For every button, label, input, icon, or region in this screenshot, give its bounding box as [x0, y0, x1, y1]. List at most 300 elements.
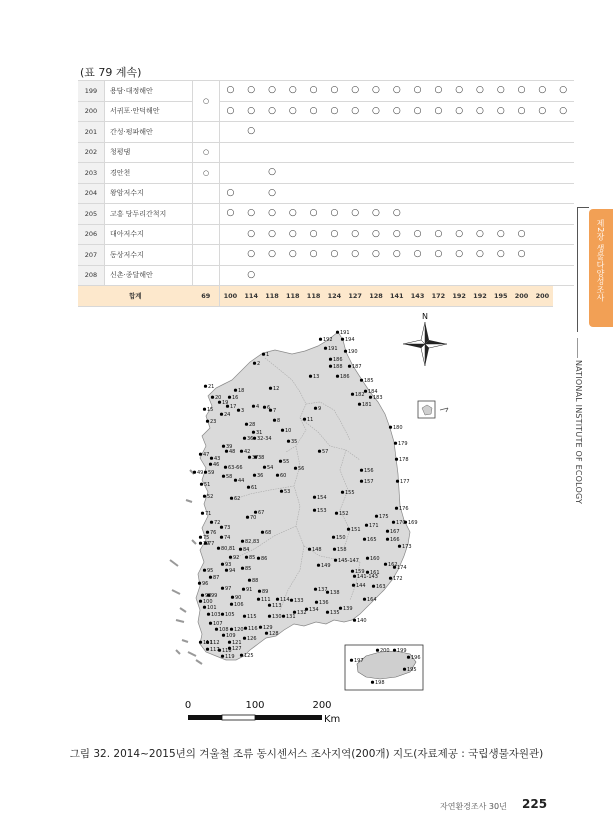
survey-mark: ○	[262, 224, 283, 245]
site-label: 17	[230, 404, 237, 410]
site-marker	[329, 365, 332, 368]
site-label: 136	[319, 600, 329, 606]
survey-mark: ○	[490, 224, 511, 245]
survey-mark: ○	[324, 224, 345, 245]
site-label: 190	[348, 349, 358, 355]
compass-north-label: N	[422, 312, 428, 321]
site-marker	[393, 649, 396, 652]
site-marker	[351, 393, 354, 396]
site-marker	[204, 385, 207, 388]
survey-mark: ○	[262, 163, 283, 184]
site-label: 36	[257, 473, 264, 479]
site-label: 180	[393, 425, 403, 431]
site-label: 174	[397, 565, 407, 571]
site-marker	[228, 396, 231, 399]
site-marker	[220, 413, 223, 416]
site-marker	[244, 627, 247, 630]
institute-label: NATIONAL INSTITUTE OF ECOLOGY	[574, 360, 583, 505]
site-label: 20	[215, 395, 222, 401]
site-label: 170	[396, 520, 406, 526]
site-label: 92	[233, 555, 240, 561]
survey-mark: ○	[532, 81, 553, 102]
survey-mark: ○	[303, 204, 324, 225]
survey-mark: ○	[324, 204, 345, 225]
site-label: 13	[313, 374, 320, 380]
site-label: 108	[219, 627, 229, 633]
survey-mark: ○	[262, 81, 283, 102]
site-label: 85	[249, 555, 256, 561]
site-label: 87	[213, 575, 220, 581]
survey-mark: ○	[303, 245, 324, 266]
site-name: 왕암저수지	[105, 183, 193, 204]
site-label: 175	[379, 514, 389, 520]
site-label: 177	[400, 479, 410, 485]
survey-mark: ○	[241, 101, 262, 122]
site-label: 120	[234, 627, 244, 633]
site-label: 115	[247, 614, 257, 620]
site-label: 39	[226, 444, 233, 450]
survey-mark: ○	[193, 163, 220, 184]
survey-mark: ○	[449, 101, 470, 122]
survey-mark: ○	[241, 122, 262, 143]
site-label: 51	[204, 482, 211, 488]
site-marker	[239, 548, 242, 551]
site-marker	[234, 479, 237, 482]
total-value: 118	[282, 286, 303, 307]
site-label: 117	[210, 647, 220, 653]
site-label: 167	[390, 529, 400, 535]
site-label: 63-66	[228, 465, 243, 471]
site-marker	[206, 531, 209, 534]
site-label: 61	[251, 485, 258, 491]
site-label: 129	[263, 625, 273, 631]
site-marker	[313, 496, 316, 499]
site-label: 181	[362, 402, 372, 408]
survey-mark: ○	[303, 224, 324, 245]
site-label: 59	[208, 470, 215, 476]
site-label: 197	[354, 658, 364, 664]
scale-tick-100: 100	[245, 700, 265, 711]
site-marker	[303, 418, 306, 421]
survey-mark: ○	[220, 101, 241, 122]
survey-mark: ○	[490, 81, 511, 102]
site-label: 43	[214, 456, 221, 462]
site-label: 80,81	[221, 546, 236, 552]
survey-mark: ○	[407, 224, 428, 245]
site-label: 68	[265, 530, 272, 536]
survey-mark: ○	[220, 204, 241, 225]
site-label: 169	[408, 520, 418, 526]
survey-mark: ○	[470, 81, 491, 102]
site-label: 186	[340, 374, 350, 380]
site-marker	[245, 556, 248, 559]
site-label: 86	[261, 556, 268, 562]
site-marker	[287, 440, 290, 443]
site-marker	[234, 389, 237, 392]
site-marker	[314, 407, 317, 410]
total-value: 200	[511, 286, 532, 307]
site-marker	[363, 598, 366, 601]
site-marker	[358, 403, 361, 406]
survey-mark: ○	[470, 101, 491, 122]
survey-mark: ○	[407, 81, 428, 102]
site-marker	[319, 338, 322, 341]
site-label: 137	[318, 587, 328, 593]
site-marker	[252, 405, 255, 408]
site-marker	[348, 365, 351, 368]
survey-mark: ○	[262, 183, 283, 204]
site-name: 대아저수지	[105, 224, 193, 245]
survey-mark: ○	[324, 245, 345, 266]
survey-mark: ○	[407, 245, 428, 266]
site-label: 187	[352, 364, 362, 370]
site-label: 145-147	[338, 558, 359, 564]
site-marker	[389, 426, 392, 429]
site-label: 200	[380, 648, 390, 654]
site-label: 60	[280, 473, 287, 479]
site-label: 171	[369, 523, 379, 529]
site-label: 16	[232, 395, 239, 401]
scale-tick-0: 0	[184, 700, 192, 711]
site-number: 205	[78, 204, 105, 225]
site-marker	[336, 331, 339, 334]
site-label: 46	[213, 462, 220, 468]
survey-mark: ○	[490, 245, 511, 266]
site-marker	[246, 516, 249, 519]
site-number: 203	[78, 163, 105, 184]
survey-mark: ○	[366, 224, 387, 245]
site-marker	[257, 557, 260, 560]
survey-mark: ○	[553, 81, 574, 102]
site-marker	[207, 613, 210, 616]
site-label: 47	[203, 452, 210, 458]
site-label: 19	[222, 400, 229, 406]
site-label: 90	[235, 595, 242, 601]
site-marker	[217, 547, 220, 550]
site-marker	[389, 577, 392, 580]
site-marker	[209, 622, 212, 625]
site-marker	[269, 387, 272, 390]
total-value: 143	[407, 286, 428, 307]
survey-mark: ○	[262, 101, 283, 122]
site-marker	[351, 570, 354, 573]
site-label: 191	[328, 346, 338, 352]
survey-mark: ○	[282, 101, 303, 122]
site-label: 128	[269, 631, 279, 637]
site-marker	[218, 401, 221, 404]
site-marker	[396, 480, 399, 483]
site-marker	[360, 379, 363, 382]
site-label: 75	[203, 535, 210, 541]
site-label: 23	[210, 419, 217, 425]
site-marker	[253, 362, 256, 365]
site-label: 58	[226, 474, 233, 480]
site-label: 82,83	[245, 539, 260, 545]
survey-mark: ○	[449, 81, 470, 102]
site-marker	[221, 613, 224, 616]
total-value: 114	[241, 286, 262, 307]
site-marker	[241, 567, 244, 570]
site-marker	[336, 375, 339, 378]
site-label: 139	[343, 606, 353, 612]
site-marker	[242, 588, 245, 591]
site-marker	[318, 450, 321, 453]
site-label: 116	[248, 626, 258, 632]
site-name: 용담·대정해안	[105, 81, 193, 102]
site-number: 199	[78, 81, 105, 102]
site-label: 31	[256, 430, 263, 436]
total-value: 100	[220, 286, 241, 307]
site-marker	[199, 453, 202, 456]
site-marker	[332, 536, 335, 539]
site-marker	[199, 542, 202, 545]
site-marker	[365, 524, 368, 527]
site-marker	[276, 598, 279, 601]
survey-mark: ○	[282, 81, 303, 102]
survey-mark: ○	[490, 101, 511, 122]
site-marker	[230, 628, 233, 631]
site-label: 100	[203, 599, 213, 605]
site-marker	[369, 396, 372, 399]
site-marker	[203, 606, 206, 609]
site-marker	[375, 515, 378, 518]
site-marker	[335, 512, 338, 515]
site-label: 77	[208, 541, 215, 547]
site-label: 160	[370, 556, 380, 562]
site-label: 74	[224, 535, 231, 541]
site-marker	[352, 584, 355, 587]
site-label: 93	[225, 562, 232, 568]
site-label: 95	[207, 568, 214, 574]
site-marker	[230, 603, 233, 606]
site-marker	[253, 437, 256, 440]
site-label: 4	[256, 404, 260, 410]
site-number: 204	[78, 183, 105, 204]
site-marker	[209, 576, 212, 579]
survey-mark: ○	[324, 81, 345, 102]
site-marker	[353, 575, 356, 578]
survey-mark: ○	[345, 224, 366, 245]
site-marker	[407, 656, 410, 659]
survey-mark: ○	[345, 245, 366, 266]
site-marker	[353, 619, 356, 622]
site-label: 10	[285, 428, 292, 434]
site-marker	[259, 626, 262, 629]
site-label: 44	[238, 478, 245, 484]
site-label: 157	[364, 479, 374, 485]
site-label: 72	[214, 520, 221, 526]
survey-mark: ○	[241, 204, 262, 225]
survey-mark: ○	[193, 142, 220, 163]
site-number: 207	[78, 245, 105, 266]
site-marker	[243, 437, 246, 440]
site-marker	[215, 628, 218, 631]
site-label: 7	[273, 408, 277, 414]
site-marker	[209, 463, 212, 466]
survey-mark: ○	[428, 224, 449, 245]
site-marker	[203, 495, 206, 498]
site-marker	[225, 569, 228, 572]
site-label: 119	[225, 654, 235, 660]
survey-mark: ○	[428, 101, 449, 122]
site-label: 149	[321, 563, 331, 569]
survey-mark: ○	[428, 245, 449, 266]
site-label: 114	[280, 597, 290, 603]
site-label: 94	[229, 568, 236, 574]
site-number: 208	[78, 265, 105, 286]
site-marker	[206, 420, 209, 423]
site-label: 9	[318, 406, 322, 412]
site-label: 88	[252, 578, 259, 584]
site-marker	[248, 579, 251, 582]
site-label: 15	[207, 407, 214, 413]
site-label: 191	[340, 330, 350, 336]
site-label: 144	[356, 583, 366, 589]
site-marker	[210, 457, 213, 460]
site-marker	[376, 649, 379, 652]
site-marker	[257, 598, 260, 601]
total-value: 192	[470, 286, 491, 307]
site-label: 48	[229, 449, 236, 455]
survey-mark: ○	[449, 224, 470, 245]
site-label: 131	[286, 614, 296, 620]
site-label: 70	[250, 515, 257, 521]
site-marker	[372, 585, 375, 588]
site-marker	[203, 569, 206, 572]
site-label: 126	[247, 636, 257, 642]
site-marker	[199, 536, 202, 539]
site-label: 35	[291, 439, 298, 445]
site-label: 165	[367, 537, 377, 543]
site-marker	[201, 512, 204, 515]
site-marker	[237, 409, 240, 412]
site-label: 57	[322, 449, 329, 455]
survey-mark: ○	[345, 81, 366, 102]
survey-mark: ○	[407, 101, 428, 122]
site-marker	[333, 548, 336, 551]
site-marker	[279, 460, 282, 463]
site-marker	[230, 497, 233, 500]
site-label: 42	[244, 449, 251, 455]
site-marker	[398, 545, 401, 548]
site-number: 202	[78, 142, 105, 163]
scale-unit: Km	[324, 714, 341, 725]
site-marker	[350, 659, 353, 662]
site-marker	[201, 594, 204, 597]
site-label: 155	[345, 490, 355, 496]
site-marker	[203, 408, 206, 411]
site-label: 161	[370, 570, 380, 576]
site-label: 135	[330, 610, 340, 616]
survey-mark: ○	[220, 183, 241, 204]
site-label: 112	[210, 640, 220, 646]
site-label: 85	[245, 566, 252, 572]
site-marker	[371, 681, 374, 684]
site-marker	[341, 338, 344, 341]
site-label: 37	[252, 455, 259, 461]
site-label: 148	[312, 547, 322, 553]
survey-mark: ○	[470, 224, 491, 245]
survey-mark: ○	[428, 81, 449, 102]
site-label: 183	[373, 395, 383, 401]
site-label: 107	[213, 621, 223, 627]
site-marker	[395, 507, 398, 510]
site-marker	[210, 521, 213, 524]
survey-mark: ○	[241, 81, 262, 102]
site-label: 121	[232, 640, 242, 646]
site-label: 198	[375, 680, 385, 686]
site-label: 185	[364, 378, 374, 384]
site-label: 52	[207, 494, 214, 500]
site-label: 134	[309, 607, 319, 613]
site-label: 3	[241, 408, 245, 414]
site-label: 151	[351, 527, 361, 533]
site-marker	[241, 540, 244, 543]
survey-mark: ○	[282, 224, 303, 245]
site-marker	[282, 615, 285, 618]
survey-mark: ○	[262, 204, 283, 225]
site-label: 21	[208, 384, 215, 390]
site-label: 49	[197, 470, 204, 476]
site-label: 36	[247, 436, 254, 442]
site-label: 79	[203, 541, 210, 547]
site-marker	[243, 637, 246, 640]
site-marker	[199, 600, 202, 603]
site-label: 133	[294, 598, 304, 604]
site-marker	[240, 654, 243, 657]
survey-mark: ○	[282, 204, 303, 225]
site-marker	[222, 475, 225, 478]
site-marker	[225, 450, 228, 453]
survey-mark: ○	[470, 245, 491, 266]
site-marker	[273, 419, 276, 422]
site-label: 2	[257, 361, 261, 367]
site-marker	[222, 445, 225, 448]
footer-title: 자연환경조사 30년	[440, 802, 507, 811]
total-value: 118	[262, 286, 283, 307]
survey-mark: ○	[262, 245, 283, 266]
site-marker	[313, 509, 316, 512]
figure-caption: 그림 32. 2014~2015년의 겨울철 조류 동시센서스 조사지역(200개) 지도(자료제공 : 국립생물자원관)	[69, 748, 544, 760]
site-marker	[261, 531, 264, 534]
site-name: 동상저수지	[105, 245, 193, 266]
site-label: 186	[333, 357, 343, 363]
total-value: 172	[428, 286, 449, 307]
survey-mark: ○	[449, 245, 470, 266]
site-label: 109	[226, 633, 236, 639]
site-label: 162	[388, 562, 398, 568]
site-label: 132	[297, 610, 307, 616]
total-value: 192	[449, 286, 470, 307]
site-label: 84	[243, 547, 250, 553]
survey-mark: ○	[241, 224, 262, 245]
site-label: 113	[272, 603, 282, 609]
site-label: 130	[272, 614, 282, 620]
site-label: 125	[244, 653, 254, 659]
site-marker	[263, 406, 266, 409]
site-label: 55	[283, 459, 290, 465]
site-label: 56	[298, 466, 305, 472]
site-marker	[265, 632, 268, 635]
site-label: 118	[222, 648, 232, 654]
site-label: 188	[333, 364, 343, 370]
site-label: 164	[367, 597, 377, 603]
site-name: 신촌·종달해안	[105, 265, 193, 286]
site-label: 192	[323, 337, 333, 343]
site-marker	[280, 490, 283, 493]
site-marker	[193, 471, 196, 474]
site-marker	[224, 466, 227, 469]
